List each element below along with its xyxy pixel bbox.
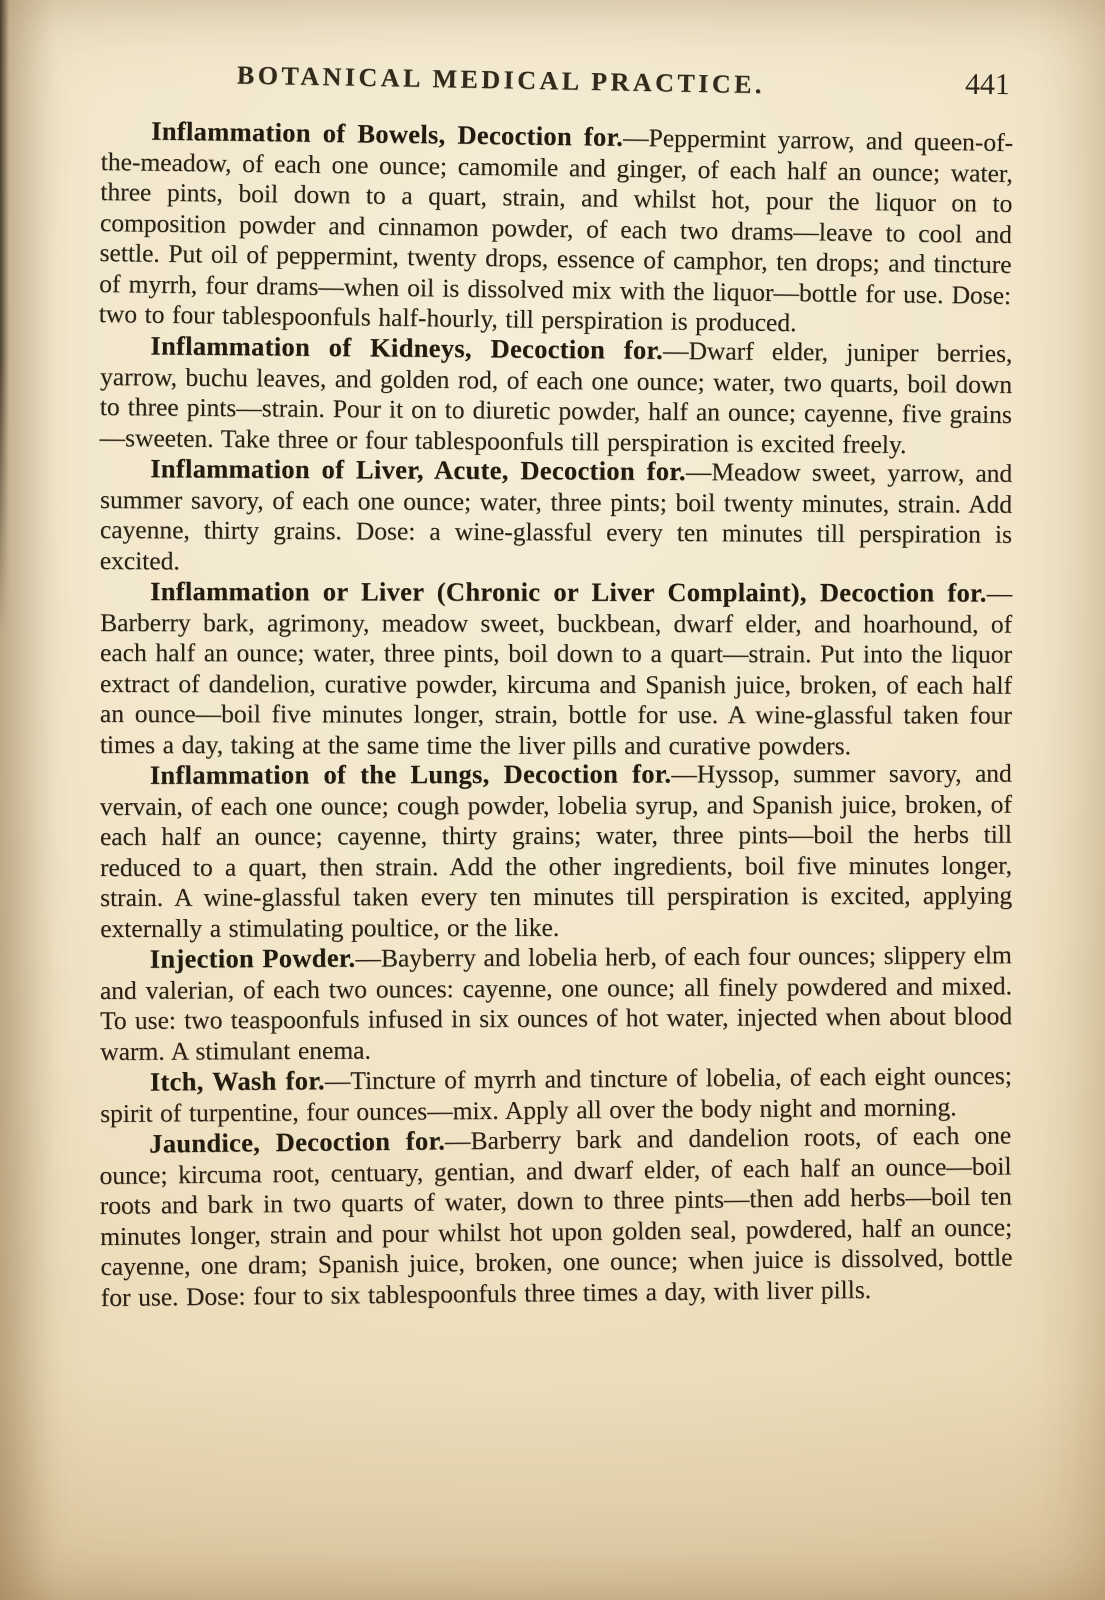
entry-body: —Meadow sweet, yarrow, and summer savory, of each one ounce; water, three pints; boil twenty minutes, strain. Add cayenne, thirty grains. Dose: a wine-glassful every ten minutes till perspiration is excited. bbox=[99, 456, 1013, 575]
page-content bbox=[100, 52, 1012, 1313]
entry-inflammation-of-lungs bbox=[100, 757, 1012, 943]
entry-heading: Inflammation or Liver (Chronic or Liver Complaint), Decoction for. bbox=[150, 575, 987, 608]
entry-heading: Itch, Wash for. bbox=[149, 1064, 325, 1097]
entry-body: —Tincture of myrrh and tincture of lobelia, of each eight ounces; spirit of turpentine, four ounces—mix. Apply all over the body night and morning. bbox=[100, 1060, 1012, 1127]
entry-heading: Inflammation of Liver, Acute, Decoction for. bbox=[150, 452, 686, 486]
remedy-entries bbox=[100, 115, 1012, 1313]
entry-body: —Peppermint yarrow, and queen-of-the-meadow, of each one ounce; camomile and ginger, of each half an ounce; water, three pints, boil down to a quart, strain, and whilst hot, pour the liquor on to composition powder and cinnamon powder, of each two drams—leave to cool and settle. Put oil of peppermint, twenty drops, essence of camphor, ten drops; and tincture of myrrh, four drams—when oil is dissolved mix with the liquor—bottle for use. Dose: two to four tablespoonfuls half-hourly, till perspiration is produced. bbox=[98, 122, 1014, 338]
entry-body: —Barberry bark, agrimony, meadow sweet, buckbean, dwarf elder, and hoarhound, of each half an ounce; water, three pints, boil down to a quart—strain. Put into the liquor extract of dandelion, curative powder, kircuma and Spanish juice, broken, of each half an ounce—boil five minutes longer, strain, bottle for use. A wine-glassful taken four times a day, taking at the same time the liver pills and curative powders. bbox=[99, 578, 1013, 760]
entry-heading: Injection Powder. bbox=[149, 942, 356, 974]
entry-inflammation-of-kidneys bbox=[99, 330, 1012, 461]
entry-inflammation-of-liver-acute bbox=[100, 453, 1013, 581]
entry-heading: Inflammation of the Lungs, Decoction for. bbox=[149, 758, 672, 790]
entry-heading: Inflammation of Kidneys, Decoction for. bbox=[150, 329, 664, 365]
entry-body: —Barberry bark and dandelion roots, of each one ounce; kircuma root, centuary, gentian, and dwarf elder, of each half an ounce—boil roots and bark in two quarts of water, down to three pints—then add herbs—boil ten minutes longer, strain and pour whilst hot upon golden seal, powdered, half an ounce; cayenne, one dram; Spanish juice, broken, one ounce; when juice is dissolved, bottle for use. Dose: four to six tablespoonfuls three times a day, with liver pills. bbox=[99, 1119, 1013, 1311]
running-title: BOTANICAL MEDICAL PRACTICE. bbox=[236, 60, 766, 100]
entry-inflammation-of-bowels bbox=[99, 115, 1014, 341]
page-header bbox=[100, 52, 1012, 114]
entry-body: —Dwarf elder, juniper berries, yarrow, buchu leaves, and golden rod, of each one ounce; water, two quarts, boil down to three pints—strain. Pour it on to diuretic powder, half an ounce; cayenne, five grains—sweeten. Take three or four tablespoonfuls till perspiration is excited freely. bbox=[99, 335, 1013, 459]
entry-injection-powder bbox=[100, 939, 1013, 1067]
entry-jaundice-decoction bbox=[99, 1119, 1013, 1313]
entry-heading: Inflammation of Bowels, Decoction for. bbox=[151, 115, 624, 152]
entry-inflammation-of-liver-chronic bbox=[100, 576, 1012, 762]
entry-body: —Hyssop, summer savory, and vervain, of each one ounce; cough powder, lobelia syrup, and Spanish juice, broken, of each half an ounce; cayenne, thirty grains; water, three pints—boil the herbs till reduced to a quart, then strain. Add the other ingredients, boil five minutes longer, strain. A wine-glassful taken every ten minutes till perspiration is excited, applying externally a stimulating poultice, or the like. bbox=[99, 758, 1013, 942]
page-number: 441 bbox=[964, 67, 1011, 102]
entry-itch-wash bbox=[100, 1059, 1012, 1128]
entry-body: —Bayberry and lobelia herb, of each four ounces; slippery elm and valerian, of each two ounces: cayenne, one ounce; all finely powdered and mixed. To use: two teaspoonfuls infused in six ounces of hot water, injected when about blood warm. A stimulant enema. bbox=[99, 939, 1013, 1065]
binding-shadow bbox=[0, 0, 9, 640]
entry-heading: Jaundice, Decoction for. bbox=[149, 1124, 446, 1158]
